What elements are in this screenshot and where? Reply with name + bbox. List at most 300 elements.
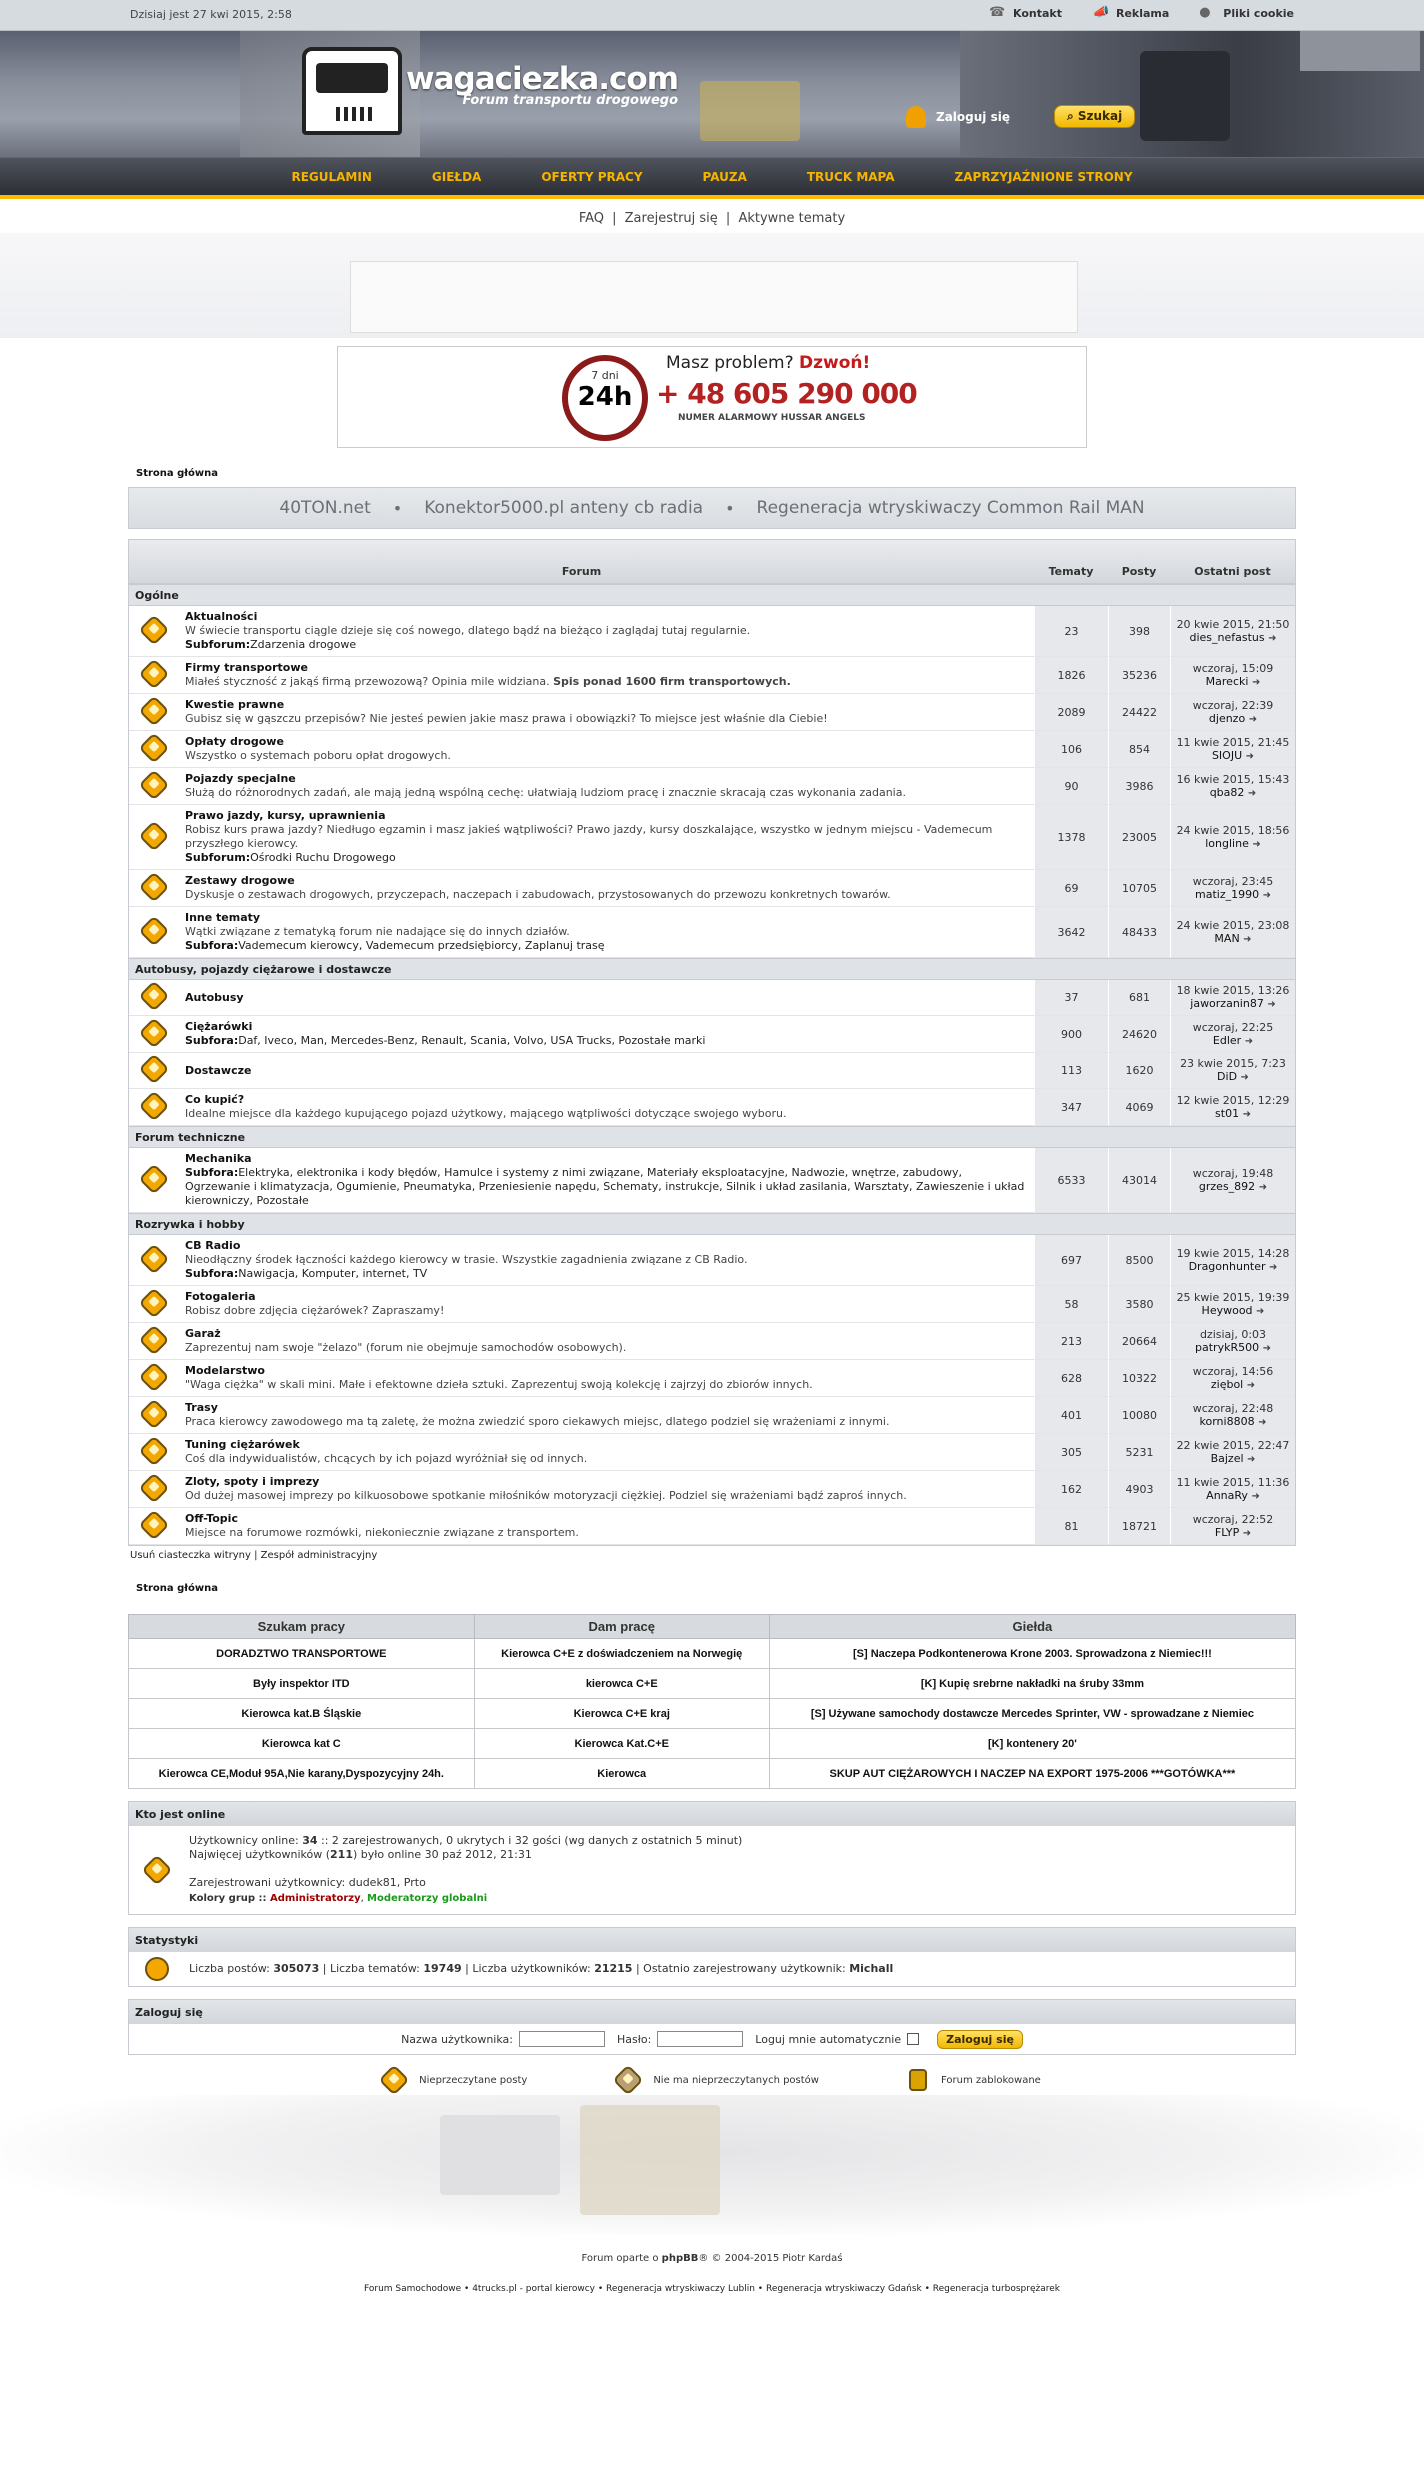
forum-status-icon [138, 915, 169, 946]
last-post [1170, 1148, 1295, 1213]
classified-link[interactable]: [K] Kupię srebrne nakładki na śruby 33mm [769, 1669, 1295, 1699]
breadcrumb-bottom[interactable]: Strona główna [136, 1583, 218, 1594]
last-post-date: 23 kwie 2015, 7:23 [1180, 1057, 1286, 1070]
forum-row [129, 1323, 1295, 1360]
topics-count: 113 [1034, 1053, 1108, 1089]
header-login-link[interactable]: Zaloguj się [936, 109, 1010, 124]
username-label: Nazwa użytkownika: [401, 2032, 513, 2046]
topics-count: 90 [1034, 768, 1108, 805]
last-post-author[interactable]: DiD [1217, 1070, 1238, 1083]
logo-name: wagaciezka.com [406, 60, 679, 97]
partner-link[interactable]: 40TON.net [279, 498, 371, 518]
goto-last-post-icon[interactable]: ➜ [1251, 1490, 1260, 1502]
search-button[interactable]: ⌕ Szukaj [1054, 105, 1135, 128]
last-post [1170, 1016, 1295, 1053]
goto-last-post-icon[interactable]: ➜ [1262, 889, 1271, 901]
last-post-date: 12 kwie 2015, 12:29 [1176, 1093, 1290, 1107]
posts-count: 18721 [1108, 1508, 1170, 1545]
megaphone-icon: 📣 [1091, 5, 1109, 20]
col-gielda: Giełda [769, 1615, 1295, 1639]
forum-title[interactable]: Zloty, spoty i imprezy [185, 1475, 320, 1488]
last-post-author[interactable]: grzes_892 [1198, 1179, 1256, 1193]
last-post-date: wczoraj, 14:56 [1192, 1364, 1274, 1378]
partner-link[interactable]: Konektor5000.pl anteny cb radia [424, 498, 704, 518]
footer-truck-left [440, 2115, 560, 2195]
col-posts: Posty [1108, 540, 1170, 584]
site-header [0, 31, 1424, 157]
forum-description: Miejsce na forumowe rozmówki, niekoniecznie związane z transportem. [185, 1526, 579, 1539]
topics-count: 37 [1034, 980, 1108, 1016]
last-post [1170, 1434, 1295, 1471]
banner-question: Masz problem? Dzwoń! [666, 353, 871, 373]
powered-by: Forum oparte o phpBB® © 2004-2015 Piotr Kardaś [581, 2253, 843, 2264]
subforum-list: Subfora:Vademecum kierowcy, Vademecum przedsiębiorcy, Zaplanuj trasę [185, 939, 605, 952]
user-icon [906, 106, 926, 128]
topics-count: 213 [1034, 1323, 1108, 1360]
classified-row [129, 1759, 1296, 1789]
category-title[interactable]: Autobusy, pojazdy ciężarowe i dostawcze [129, 958, 1295, 980]
posts-count: 5231 [1108, 1434, 1170, 1471]
classified-link[interactable]: Kierowca [474, 1759, 769, 1789]
forum-description: Od dużej masowej imprezy po kilkuosobowe spotkanie miłośników motoryzacji ciężkiej. Podziel się wrażeniami bądź zaproś innych. [185, 1489, 907, 1502]
forum-title[interactable]: Garaż [185, 1327, 221, 1340]
topics-count: 69 [1034, 870, 1108, 907]
main-wrap [128, 468, 1296, 2091]
forum-title[interactable]: Opłaty drogowe [185, 735, 284, 748]
banner-note: NUMER ALARMOWY HUSSAR ANGELS [678, 413, 866, 423]
last-post [1170, 1323, 1295, 1360]
last-post-date: 18 kwie 2015, 13:26 [1176, 984, 1290, 997]
posts-count: 3580 [1108, 1286, 1170, 1323]
topics-count: 58 [1034, 1286, 1108, 1323]
classified-link[interactable]: Kierowca CE,Moduł 95A,Nie karany,Dyspozycyjny 24h. [129, 1759, 475, 1789]
classified-link[interactable]: Kierowca C+E z doświadczeniem na Norwegię [474, 1639, 769, 1669]
header-truck-photo [700, 81, 800, 141]
forum-title[interactable]: Ciężarówki [185, 1020, 253, 1033]
posts-count: 854 [1108, 731, 1170, 768]
cookies-link[interactable]: ● Pliki cookie [1199, 5, 1294, 20]
phone-icon: ☎ [988, 5, 1006, 20]
forum-row [129, 1148, 1295, 1213]
forum-status-icon [138, 695, 169, 726]
classified-link[interactable]: [K] kontenery 20' [769, 1729, 1295, 1759]
breadcrumb[interactable]: Strona główna [136, 468, 218, 479]
goto-last-post-icon[interactable]: ➜ [1267, 999, 1276, 1010]
col-last-post: Ostatni post [1170, 540, 1295, 584]
online-line1: Użytkownicy online: 34 :: 2 zarejestrowanych, 0 ukrytych i 32 gości (wg danych z ostatnich 5 minut) [189, 1834, 743, 1847]
advertising-link[interactable]: 📣 Reklama [1091, 5, 1170, 20]
forum-status-icon [138, 980, 169, 1011]
col-dam-prace: Dam pracę [474, 1615, 769, 1639]
forum-title[interactable]: Firmy transportowe [185, 661, 308, 674]
site-logo[interactable] [302, 47, 678, 135]
last-post-date: 16 kwie 2015, 15:43 [1176, 772, 1290, 786]
category-title[interactable]: Rozrywka i hobby [129, 1213, 1295, 1235]
last-post-author[interactable]: FLYP [1214, 1525, 1240, 1539]
goto-last-post-icon[interactable]: ➜ [1247, 787, 1257, 799]
goto-last-post-icon[interactable]: ➜ [1269, 1261, 1278, 1273]
last-post [1170, 606, 1295, 657]
posts-count: 48433 [1108, 907, 1170, 958]
goto-last-post-icon[interactable]: ➜ [1251, 676, 1261, 688]
last-post-author[interactable]: qba82 [1209, 785, 1245, 799]
online-title: Kto jest online [129, 1802, 1295, 1826]
classified-link[interactable]: kierowca C+E [474, 1669, 769, 1699]
last-post [1170, 1053, 1295, 1089]
posts-count: 681 [1108, 980, 1170, 1016]
forum-row [129, 731, 1295, 768]
top-links [989, 6, 1294, 20]
category-row [129, 584, 1295, 606]
last-post-author[interactable]: patrykR500 [1195, 1340, 1260, 1354]
seo-links[interactable]: Forum Samochodowe • 4trucks.pl - portal kierowcy • Regeneracja wtryskiwaczy Lublin • Regeneracja wtryskiwaczy Gdańsk • Regeneracja turbosprężarek [364, 2284, 1060, 2294]
goto-last-post-icon[interactable]: ➜ [1242, 1108, 1251, 1120]
last-post-author[interactable]: korni8808 [1199, 1414, 1255, 1428]
lock-icon [909, 2069, 927, 2091]
last-post-author[interactable]: ziębol [1210, 1377, 1244, 1391]
registered-users: Zarejestrowani użytkownicy: dudek81, Prto [189, 1876, 426, 1889]
goto-last-post-icon[interactable]: ➜ [1258, 1181, 1268, 1193]
statistics-panel [128, 1927, 1296, 1987]
goto-last-post-icon[interactable]: ➜ [1258, 1416, 1267, 1428]
phpbb-link[interactable]: phpBB [661, 2253, 699, 2264]
subforum-list: Subforum:Zdarzenia drogowe [185, 638, 357, 651]
last-post-date: wczoraj, 15:09 [1192, 661, 1274, 675]
goto-last-post-icon[interactable]: ➜ [1268, 632, 1277, 644]
partner-link[interactable]: Regeneracja wtryskiwaczy Common Rail MAN [756, 498, 1145, 518]
topics-count: 23 [1034, 606, 1108, 657]
forum-title[interactable]: Autobusy [185, 990, 244, 1004]
nav-oferty-pracy[interactable]: OFERTY PRACY [541, 169, 643, 184]
forum-title[interactable]: Inne tematy [185, 911, 261, 924]
classified-link[interactable]: Kierowca C+E kraj [474, 1699, 769, 1729]
forum-row [129, 1434, 1295, 1471]
goto-last-post-icon[interactable]: ➜ [1262, 1342, 1271, 1354]
forum-status-icon [138, 769, 169, 800]
forum-row [129, 657, 1295, 694]
topics-count: 401 [1034, 1397, 1108, 1434]
last-post-date: 24 kwie 2015, 23:08 [1176, 918, 1290, 932]
forum-title[interactable]: Tuning ciężarówek [185, 1438, 300, 1451]
last-post-date: dzisiaj, 0:03 [1199, 1327, 1267, 1341]
forum-status-icon [138, 1243, 169, 1274]
posts-count: 8500 [1108, 1235, 1170, 1286]
goto-last-post-icon[interactable]: ➜ [1247, 1453, 1256, 1465]
goto-last-post-icon[interactable]: ➜ [1246, 1379, 1256, 1391]
last-post-author[interactable]: Bajzel [1210, 1451, 1244, 1465]
last-post-author[interactable]: Edler [1212, 1033, 1242, 1047]
last-post-date: wczoraj, 22:52 [1192, 1512, 1274, 1526]
stats-text: Liczba postów: 305073 | Liczba tematów: 19749 | Liczba użytkowników: 21215 | Ostatnio zarejestrowany użytkownik: Michall [189, 1962, 894, 1975]
classified-row [129, 1669, 1296, 1699]
posts-count: 4903 [1108, 1471, 1170, 1508]
forum-description: Dyskusje o zestawach drogowych, przyczepach, naczepach i zabudowach, przystosowanych do przewozu konkretnych towarów. [185, 888, 891, 901]
forum-row [129, 980, 1295, 1016]
subforum-links[interactable]: Nawigacja, Komputer, internet, TV [238, 1267, 428, 1280]
last-post-date: wczoraj, 19:48 [1192, 1166, 1274, 1180]
separator-dot: • [725, 498, 735, 518]
forum-description: Robisz kurs prawa jazdy? Niedługo egzamin i masz jakieś wątpliwości? Prawo jazdy, kursy doszkalające, wszystko w jednym miejscu - Vademecum przyszłego kierowcy. [185, 823, 993, 850]
category-row [129, 958, 1295, 980]
last-post [1170, 1286, 1295, 1323]
ad-placeholder[interactable] [350, 261, 1078, 333]
last-post [1170, 694, 1295, 731]
subforum-list: Subforum:Ośrodki Ruchu Drogowego [185, 851, 396, 864]
autologin-checkbox[interactable] [907, 2033, 919, 2045]
forum-title[interactable]: Kwestie prawne [185, 698, 285, 711]
topics-count: 347 [1034, 1089, 1108, 1126]
no-unread-posts-icon [613, 2064, 644, 2095]
forum-row [129, 1397, 1295, 1434]
forum-description: Wszystko o systemach poboru opłat drogowych. [185, 749, 451, 762]
last-post-date: 20 kwie 2015, 21:50 [1176, 617, 1290, 631]
last-post-author[interactable]: matiz_1990 [1195, 887, 1260, 901]
classified-row [129, 1639, 1296, 1669]
contact-link[interactable]: ☎ Kontakt [988, 5, 1062, 20]
nav-regulamin[interactable]: REGULAMIN [291, 169, 372, 184]
subforum-links[interactable]: Vademecum kierowcy, Vademecum przedsiębiorcy, Zaplanuj trasę [238, 939, 605, 952]
subforum-links[interactable]: Daf, Iveco, Man, Mercedes-Benz, Renault, Scania, Volvo, USA Trucks, Pozostałe marki [238, 1034, 706, 1047]
last-post [1170, 870, 1295, 907]
last-post-author[interactable]: djenzo [1208, 711, 1246, 725]
forum-status-icon [138, 1361, 169, 1392]
forum-title[interactable]: Off-Topic [185, 1512, 238, 1525]
last-post-author[interactable]: SIOJU [1211, 748, 1243, 762]
goto-last-post-icon[interactable]: ➜ [1256, 1305, 1265, 1317]
posts-count: 43014 [1108, 1148, 1170, 1213]
current-date: Dzisiaj jest 27 kwi 2015, 2:58 [130, 8, 292, 21]
forum-status-icon [138, 1509, 169, 1540]
last-post-author[interactable]: st01 [1215, 1106, 1240, 1120]
goto-last-post-icon[interactable]: ➜ [1242, 1527, 1252, 1539]
goto-last-post-icon[interactable]: ➜ [1244, 1035, 1254, 1047]
forum-row [129, 1053, 1295, 1089]
posts-count: 1620 [1108, 1053, 1170, 1089]
topics-count: 900 [1034, 1016, 1108, 1053]
posts-count: 398 [1108, 606, 1170, 657]
forum-description: Miałeś styczność z jakąś firmą przewozową? Opinia mile widziana. Spis ponad 1600 firm transportowych. [185, 675, 791, 688]
register-link[interactable]: Zarejestruj się [624, 211, 718, 226]
last-post [1170, 1360, 1295, 1397]
nav-zaprzyjaznione[interactable]: ZAPRZYJAŹNIONE STRONY [954, 169, 1133, 184]
category-title[interactable]: Ogólne [129, 584, 1295, 606]
forum-status-icon [138, 1163, 169, 1194]
posts-count: 10705 [1108, 870, 1170, 907]
last-post-date: wczoraj, 22:39 [1192, 698, 1274, 712]
last-post-date: 11 kwie 2015, 21:45 [1176, 735, 1290, 749]
posts-count: 10322 [1108, 1360, 1170, 1397]
classified-link[interactable]: Kierowca kat.B Śląskie [129, 1699, 475, 1729]
topics-count: 3642 [1034, 907, 1108, 958]
topics-count: 106 [1034, 731, 1108, 768]
topics-count: 305 [1034, 1434, 1108, 1471]
last-post [1170, 657, 1295, 694]
last-post [1170, 805, 1295, 870]
forum-status-icon [138, 1398, 169, 1429]
posts-count: 35236 [1108, 657, 1170, 694]
nav-gielda[interactable]: GIEŁDA [431, 169, 482, 184]
nav-truck-mapa[interactable]: TRUCK MAPA [806, 169, 895, 184]
last-post [1170, 1397, 1295, 1434]
main-nav [0, 157, 1424, 199]
forum-status-icon [138, 614, 169, 645]
footer-truck-art [0, 2095, 1424, 2235]
active-topics-link[interactable]: Aktywne tematy [738, 211, 846, 226]
forum-title[interactable]: CB Radio [185, 1239, 241, 1252]
last-post-date: 19 kwie 2015, 14:28 [1176, 1246, 1290, 1260]
forum-description: Coś dla indywidualistów, chcących by ich pojazd wyróżniał się od innych. [185, 1452, 588, 1465]
login-panel [128, 1999, 1296, 2055]
forum-status-icon [138, 1090, 169, 1121]
forum-title[interactable]: Dostawcze [185, 1063, 252, 1077]
classified-link[interactable]: Kierowca kat C [129, 1729, 475, 1759]
forum-row [129, 768, 1295, 805]
forum-title[interactable]: Modelarstwo [185, 1364, 265, 1377]
subforum-links[interactable]: Elektryka, elektronika i kody błędów, Hamulce i systemy z nimi związane, Materiały eksploatacyjne, Nadwozie, wnętrze, zabudowy, Ogrzewanie i klimatyzacja, Ogumienie, Pneumatyka, Przeniesienie napędu, Schematy, instrukcje, Silnik i układ zasilania, Warsztaty, Zawieszenie i układ kierowniczy, Pozostałe [185, 1166, 1025, 1207]
posts-count: 3986 [1108, 768, 1170, 805]
last-post-date: 24 kwie 2015, 18:56 [1176, 823, 1290, 837]
posts-count: 4069 [1108, 1089, 1170, 1126]
forum-index-table [128, 539, 1296, 1546]
forum-description: Robisz dobre zdjęcia ciężarówek? Zapraszamy! [185, 1304, 445, 1317]
classified-row [129, 1729, 1296, 1759]
last-post [1170, 980, 1295, 1016]
forum-title[interactable]: Zestawy drogowe [185, 874, 295, 887]
subforum-links[interactable]: Ośrodki Ruchu Drogowego [250, 851, 396, 864]
classifieds-body [129, 1639, 1296, 1789]
login-button[interactable]: Zaloguj się [937, 2030, 1023, 2049]
forum-row [129, 1471, 1295, 1508]
last-post-author[interactable]: MAN [1214, 931, 1240, 945]
icon-legend: Nieprzeczytane posty Nie ma nieprzeczytanych postów Forum zablokowane [128, 2069, 1296, 2091]
forum-status-icon [138, 732, 169, 763]
last-post-author[interactable]: longline [1205, 836, 1249, 850]
top-bar [0, 0, 1424, 31]
goto-last-post-icon[interactable]: ➜ [1240, 1072, 1249, 1083]
group-mod[interactable]: Moderatorzy globalni [367, 1893, 488, 1904]
forum-row [129, 870, 1295, 907]
footer-links[interactable]: Usuń ciasteczka witryny | Zespół administracyjny [130, 1550, 378, 1561]
forum-description: Gubisz się w gąszczu przepisów? Nie jesteś pewien jakie masz prawa i obowiązki? To miejsce jest właśnie dla Ciebie! [185, 712, 828, 725]
group-admin[interactable]: Administratorzy [270, 1893, 361, 1904]
posts-count: 24422 [1108, 694, 1170, 731]
category-row [129, 1213, 1295, 1235]
newest-user-link[interactable]: Michall [849, 1962, 894, 1975]
posts-count: 20664 [1108, 1323, 1170, 1360]
logo-subtitle: Forum transportu drogowego [462, 92, 679, 108]
classified-link[interactable]: [S] Używane samochody dostawcze Mercedes Sprinter, VW - sprowadzane z Niemiec [769, 1699, 1295, 1729]
forum-title[interactable]: Fotogaleria [185, 1290, 256, 1303]
last-post-author[interactable]: AnnaRy [1206, 1488, 1248, 1502]
last-post [1170, 1508, 1295, 1545]
topics-count: 1378 [1034, 805, 1108, 870]
header-login-area [906, 105, 1135, 128]
goto-last-post-icon[interactable]: ➜ [1243, 933, 1252, 945]
subforum-list: Subfora:Elektryka, elektronika i kody błędów, Hamulce i systemy z nimi związane, Materiały eksploatacyjne, Nadwozie, wnętrze, zabudowy, Ogrzewanie i klimatyzacja, Ogumienie, Pneumatyka, Przeniesienie napędu, Schematy, instrukcje, Silnik i układ zasilania, Warsztaty, Zawieszenie i układ kierowniczy, Pozostałe [185, 1166, 1025, 1207]
autologin-label: Loguj mnie automatycznie [755, 2032, 902, 2046]
posts-count: 24620 [1108, 1016, 1170, 1053]
password-label: Hasło: [616, 2032, 652, 2046]
nav-pauza[interactable]: PAUZA [702, 169, 747, 184]
topics-count: 1826 [1034, 657, 1108, 694]
forum-row [129, 1508, 1295, 1545]
header-truck-gray [1300, 31, 1420, 71]
classified-link[interactable]: Kierowca Kat.C+E [474, 1729, 769, 1759]
forum-status-icon [138, 871, 169, 902]
sub-nav: FAQ | Zarejestruj się | Aktywne tematy [578, 211, 846, 226]
forum-description: Idealne miejsce dla każdego kupującego pojazd użytkowy, mającego wątpliwości dotyczące swojego wyboru. [185, 1107, 787, 1120]
password-input[interactable] [657, 2031, 743, 2047]
forum-title[interactable]: Pojazdy specjalne [185, 772, 296, 785]
forum-description: W świecie transportu ciągle dzieje się coś nowego, dlatego bądź na bieżąco i zaglądaj tutaj regularnie. [185, 624, 751, 637]
who-is-online-panel [128, 1801, 1296, 1915]
category-title[interactable]: Forum techniczne [129, 1126, 1295, 1148]
forum-row [129, 1089, 1295, 1126]
last-post-author[interactable]: Marecki [1205, 674, 1249, 688]
last-post-author[interactable]: dies_nefastus [1189, 630, 1265, 644]
forum-row [129, 1286, 1295, 1323]
subforum-list: Subfora:Nawigacja, Komputer, internet, TV [185, 1267, 428, 1280]
registered-user-links[interactable]: dudek81, Prto [348, 1876, 426, 1889]
topics-count: 81 [1034, 1508, 1108, 1545]
forum-title[interactable]: Mechanika [185, 1152, 252, 1165]
forum-status-icon [138, 658, 169, 689]
posts-count: 10080 [1108, 1397, 1170, 1434]
24h-seal-icon: 7 dni 24h [562, 355, 648, 441]
col-topics: Tematy [1034, 540, 1108, 584]
hussar-banner[interactable] [337, 346, 1087, 448]
classified-link[interactable]: SKUP AUT CIĘŻAROWYCH I NACZEP NA EXPORT 1975-2006 ***GOTÓWKA*** [769, 1759, 1295, 1789]
forum-description: "Waga ciężka" w skali mini. Małe i efektowne dzieła sztuki. Zaprezentuj swoją kolekcję i zajrzyj do zbiorów innych. [185, 1378, 813, 1391]
classified-link[interactable]: [S] Naczepa Podkontenerowa Krone 2003. Sprowadzona z Niemiec!!! [769, 1639, 1295, 1669]
goto-last-post-icon[interactable]: ➜ [1248, 713, 1258, 725]
classified-link[interactable]: DORADZTWO TRANSPORTOWE [129, 1639, 475, 1669]
forum-row [129, 1016, 1295, 1053]
subforum-links[interactable]: Zdarzenia drogowe [250, 638, 357, 651]
forum-title[interactable]: Prawo jazdy, kursy, uprawnienia [185, 809, 386, 822]
group-legend: Kolory grup :: Administratorzy, Moderatorzy globalni [189, 1893, 488, 1904]
forum-description: Wątki związane z tematyką forum nie nadające się do innych działów. [185, 925, 570, 938]
forum-status-icon [138, 1324, 169, 1355]
classified-link[interactable]: Były inspektor ITD [129, 1669, 475, 1699]
forum-row [129, 907, 1295, 958]
goto-last-post-icon[interactable]: ➜ [1245, 750, 1255, 762]
forum-title[interactable]: Aktualności [185, 610, 258, 623]
forum-description: Służą do różnorodnych zadań, ale mają jedną wspólną cechę: ułatwiają ludziom pracę i znacznie skracają czas wykonania zadania. [185, 786, 906, 799]
last-post [1170, 1089, 1295, 1126]
online-line2: Najwięcej użytkowników (211) było online 30 paź 2012, 21:31 [189, 1848, 532, 1861]
last-post-author[interactable]: jaworzanin87 [1190, 997, 1264, 1010]
last-post-author[interactable]: Heywood [1201, 1303, 1253, 1317]
goto-last-post-icon[interactable]: ➜ [1252, 838, 1261, 850]
forum-status-icon [138, 820, 169, 851]
unread-posts-icon [379, 2064, 410, 2095]
last-post-author[interactable]: Dragonhunter [1188, 1259, 1266, 1273]
forum-row [129, 1235, 1295, 1286]
forum-title[interactable]: Co kupić? [185, 1093, 245, 1106]
topics-count: 697 [1034, 1235, 1108, 1286]
forum-title[interactable]: Trasy [185, 1401, 218, 1414]
faq-link[interactable]: FAQ [578, 211, 604, 226]
last-post-date: wczoraj, 22:25 [1192, 1020, 1274, 1034]
category-row [129, 1126, 1295, 1148]
last-post-date: 11 kwie 2015, 11:36 [1176, 1475, 1290, 1489]
username-input[interactable] [519, 2031, 605, 2047]
last-post [1170, 768, 1295, 805]
stats-icon [145, 1957, 169, 1981]
forum-status-icon [138, 1053, 169, 1084]
col-szukam-pracy: Szukam pracy [129, 1615, 475, 1639]
